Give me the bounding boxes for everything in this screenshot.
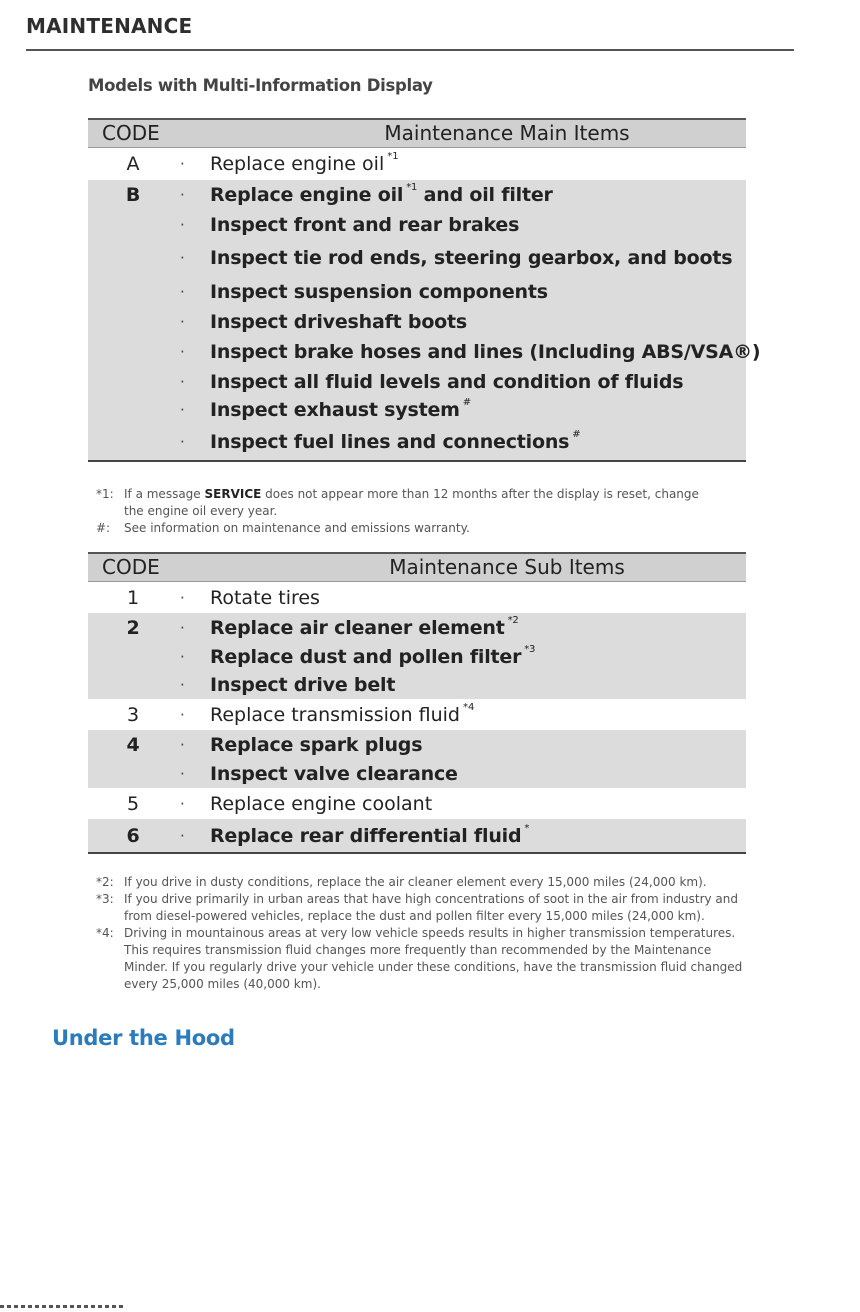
subheading: Models with Multi-Information Display: [88, 76, 433, 95]
bullet-dot: ·: [180, 343, 185, 361]
item-label: Inspect brake hoses and lines (Including ABS/VSA®): [210, 341, 761, 363]
bullet-dot: ·: [180, 433, 185, 451]
footnote-text-part: does not appear more than 12 months after the display is reset, change the engine oil every year.: [124, 487, 699, 518]
bullet-dot: ·: [180, 736, 185, 754]
table-row: [88, 582, 746, 613]
item-text: [210, 704, 474, 726]
table-row: [88, 396, 746, 424]
footnote-text-part: If a message: [124, 487, 205, 501]
bullet-dot: ·: [180, 765, 185, 783]
table-row: [88, 276, 746, 308]
item-label: Replace transmission fluid: [210, 704, 460, 726]
bullet-dot: ·: [180, 795, 185, 813]
bullet-dot: ·: [180, 216, 185, 234]
footnote-text-part: See information on maintenance and emissions warranty.: [124, 521, 470, 535]
item-text: [210, 214, 519, 236]
code-group-4: [88, 730, 746, 788]
bullet-dot: ·: [180, 283, 185, 301]
footnote-text-part: If you drive primarily in urban areas that have high concentrations of soot in the air from industry and from diesel-powered vehicles, replace the dust and pollen filter every 15,000 miles (24,000 km).: [124, 892, 738, 923]
main-items-header: Maintenance Main Items: [384, 121, 630, 145]
code-cell: A: [126, 153, 140, 175]
item-label: Replace air cleaner element: [210, 617, 505, 639]
sub-items-header: Maintenance Sub Items: [389, 555, 625, 579]
item-text: [210, 247, 732, 269]
sub-code-header: CODE: [102, 555, 160, 579]
item-text: [210, 617, 519, 639]
item-text: [210, 734, 422, 756]
sub-table-header: [88, 552, 746, 582]
main-table-body: [88, 148, 761, 460]
code-cell: 5: [126, 793, 140, 815]
under-the-hood-heading: Under the Hood: [52, 1026, 235, 1050]
bullet-dot: ·: [180, 249, 185, 267]
code-cell: B: [125, 184, 141, 206]
main-table-header: [88, 118, 746, 148]
item-text: [210, 763, 458, 785]
item-label: Replace spark plugs: [210, 734, 423, 756]
bullet-dot: ·: [180, 706, 185, 724]
table-row: [88, 180, 746, 210]
item-label: Inspect fuel lines and connections: [210, 431, 570, 453]
main-items-table: [88, 118, 761, 462]
bullet-dot: ·: [180, 827, 185, 845]
footer-marks: [0, 1305, 125, 1308]
item-text: [210, 793, 432, 815]
footnote-text: [124, 925, 746, 993]
sub-table-body: [88, 582, 746, 852]
footnote-mark: *2:: [96, 875, 114, 889]
item-label: Inspect front and rear brakes: [210, 214, 520, 236]
item-label: Rotate tires: [210, 587, 320, 609]
footnote-ref: #: [572, 429, 581, 440]
table-row: [88, 210, 746, 240]
code-cell: 4: [126, 734, 140, 756]
code-group-5: [88, 788, 746, 819]
footnote-text: [124, 486, 716, 520]
code-group-A: [88, 148, 746, 180]
footnote-ref: *4: [462, 702, 475, 713]
header-divider: [26, 49, 794, 51]
service-message: SERVICE: [204, 487, 262, 501]
table-row: [88, 671, 746, 699]
item-label: Inspect tie rod ends, steering gearbox, and boots: [210, 247, 733, 269]
table-row: [88, 643, 746, 671]
bullet-dot: ·: [180, 155, 185, 173]
code-group-B: [88, 180, 761, 460]
section-title: MAINTENANCE: [26, 14, 193, 38]
footnote-mark: #:: [96, 521, 111, 535]
code-cell: 2: [126, 617, 140, 639]
bullet-dot: ·: [180, 589, 185, 607]
item-text: [210, 646, 535, 668]
item-text: [210, 371, 683, 393]
table-row: [88, 368, 746, 396]
bullet-dot: ·: [180, 401, 185, 419]
footnote-ref: *1: [387, 151, 399, 162]
code-group-2: [88, 613, 746, 699]
footnote-mark: *3:: [96, 892, 114, 906]
item-label: Inspect all fluid levels and condition of fluids: [210, 371, 684, 393]
footnote: [96, 874, 746, 891]
footnote-text-part: Driving in mountainous areas at very low vehicle speeds results in higher transmission temperatures. This requires transmission fluid changes more frequently than recommended by the Maintenance Minder. If you regularly drive your vehicle under these conditions, have the transmission fluid changed every 25,000 miles (40,000 km).: [124, 926, 743, 991]
item-label: Replace engine oil: [210, 153, 385, 175]
item-text: [210, 674, 395, 696]
code-group-6: [88, 819, 746, 852]
code-group-3: [88, 699, 746, 730]
main-code-header: CODE: [102, 121, 160, 145]
item-text: [210, 587, 320, 609]
item-text: [210, 431, 580, 453]
item-label-cont: and oil filter: [417, 184, 553, 206]
code-group-1: [88, 582, 746, 613]
item-label: Replace engine coolant: [210, 793, 433, 815]
footnote-text-part: If you drive in dusty conditions, replace the air cleaner element every 15,000 miles (24,000 km).: [124, 875, 707, 889]
footnote-text: [124, 891, 746, 925]
bullet-dot: ·: [180, 619, 185, 637]
footnote-ref: #: [462, 397, 471, 408]
table-row: [88, 336, 761, 368]
item-text: [210, 184, 553, 206]
item-label: Inspect exhaust system: [210, 399, 460, 421]
table-row: [88, 240, 746, 276]
table-row: [88, 760, 746, 788]
item-label: Inspect valve clearance: [210, 763, 458, 785]
footnote-ref: *: [524, 823, 530, 834]
bullet-dot: ·: [180, 313, 185, 331]
table-row: [88, 788, 746, 819]
item-label: Replace engine oil: [210, 184, 404, 206]
footnote-ref: *2: [507, 615, 519, 626]
bullet-dot: ·: [180, 373, 185, 391]
bullet-dot: ·: [180, 186, 185, 204]
item-text: [210, 281, 548, 303]
sub-footnotes: [96, 874, 746, 993]
sub-items-table: [88, 552, 746, 854]
item-text: [210, 825, 529, 847]
footnote: [96, 486, 716, 520]
main-table-bottom-rule: [88, 460, 746, 462]
item-label: Replace rear differential fluid: [210, 825, 522, 847]
footnote: [96, 925, 746, 993]
table-row: [88, 819, 746, 852]
footnote-ref: *1: [406, 182, 418, 193]
main-footnotes: [96, 486, 716, 537]
code-cell: 1: [126, 587, 140, 609]
code-cell: 6: [126, 825, 140, 847]
footnote-mark: *4:: [96, 926, 114, 940]
bullet-dot: ·: [180, 648, 185, 666]
table-row: [88, 148, 746, 180]
table-row: [88, 308, 746, 336]
code-cell: 3: [126, 704, 140, 726]
item-label: Replace dust and pollen filter: [210, 646, 522, 668]
table-row: [88, 613, 746, 643]
table-row: [88, 424, 746, 460]
item-text: [210, 399, 471, 421]
footnote-text: [124, 874, 746, 891]
item-text: [210, 341, 760, 363]
bullet-dot: ·: [180, 676, 185, 694]
footnote-ref: *3: [524, 644, 536, 655]
table-row: [88, 699, 746, 730]
item-label: Inspect drive belt: [210, 674, 396, 696]
item-label: Inspect suspension components: [210, 281, 548, 303]
item-text: [210, 311, 467, 333]
footnote-mark: *1:: [96, 487, 114, 501]
table-row: [88, 730, 746, 760]
sub-table-bottom-rule: [88, 852, 746, 854]
footnote-text: [124, 520, 716, 537]
item-text: [210, 153, 399, 175]
footnote: [96, 520, 716, 537]
item-label: Inspect driveshaft boots: [210, 311, 468, 333]
footnote: [96, 891, 746, 925]
